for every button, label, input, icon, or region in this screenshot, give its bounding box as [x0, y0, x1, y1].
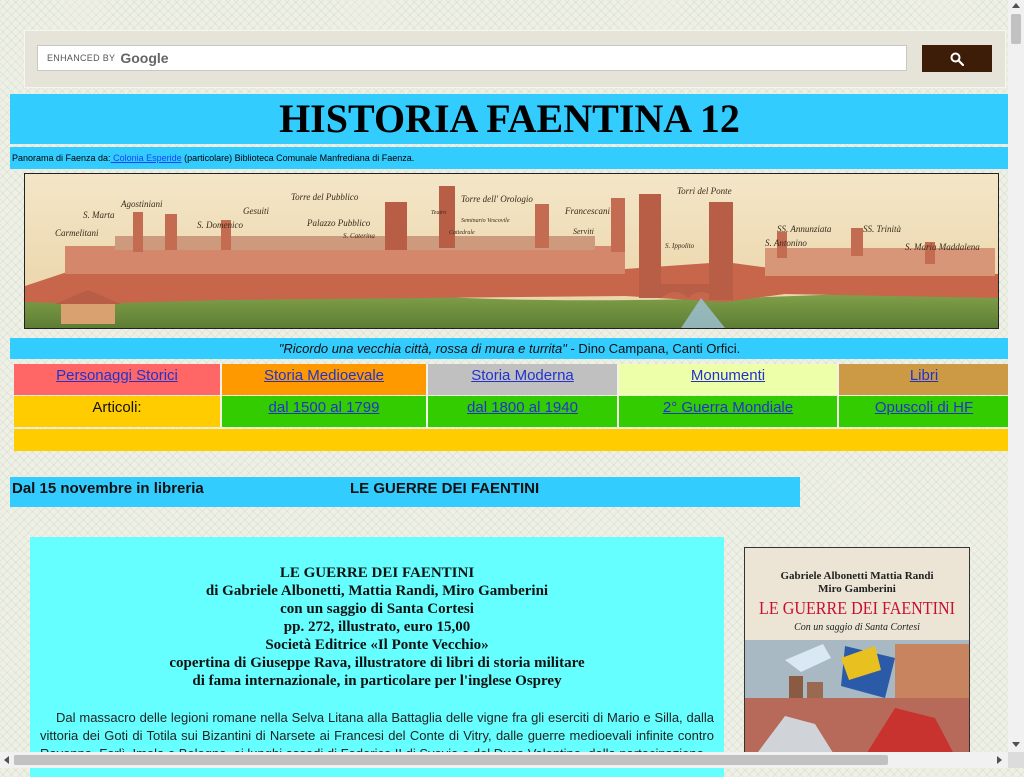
nav-cell-opuscoli — [839, 396, 1009, 427]
scroll-down-icon[interactable] — [1012, 742, 1020, 747]
announcement-date: Dal 15 novembre in libreria — [12, 480, 204, 497]
panorama-label: SS. Annunziata — [777, 224, 832, 234]
book-publisher: Società Editrice «Il Ponte Vecchio» — [265, 637, 489, 653]
announcement-bar — [10, 477, 800, 507]
quote-bar — [10, 338, 1009, 359]
scroll-up-icon[interactable] — [1012, 3, 1020, 8]
search-button[interactable] — [922, 45, 992, 72]
nav-link-personaggi-storici[interactable]: Personaggi Storici — [56, 367, 178, 384]
vertical-scrollbar[interactable] — [1008, 0, 1024, 752]
panorama-label: Seminario Vescovile — [461, 218, 510, 224]
book-essay: con un saggio di Santa Cortesi — [280, 601, 474, 617]
nav-articoli-label: Articoli: — [14, 396, 222, 427]
nav-link-libri[interactable]: Libri — [909, 367, 939, 384]
google-brand-label: Google — [120, 50, 169, 66]
faenza-panorama-illustration — [25, 174, 998, 328]
nav-link-storia-moderna[interactable]: Storia Moderna — [471, 367, 574, 384]
caption-suffix: (particolare) Biblioteca Comunale Manfrediana di Faenza. — [181, 153, 415, 163]
panorama-label: S. Maria Maddalena — [905, 242, 980, 252]
title-bar — [10, 94, 1009, 144]
panorama-label: Torre del Pubblico — [291, 192, 359, 202]
panorama-label: Palazzo Pubblico — [307, 218, 371, 228]
panorama-label: Torri del Ponte — [677, 186, 732, 196]
search-icon — [950, 52, 964, 66]
announcement-title: LE GUERRE DEI FAENTINI — [350, 480, 540, 497]
scroll-left-icon[interactable] — [4, 756, 9, 764]
book-cover-artist-note: di fama internazionale, in particolare per l'inglese Osprey — [192, 673, 562, 689]
book-cover-artist: copertina di Giuseppe Rava, illustratore di libri di storia militare — [169, 655, 585, 671]
book-cover-image — [744, 547, 970, 757]
search-panel — [24, 30, 1006, 88]
search-input[interactable] — [37, 45, 907, 71]
nav-spacer-bar — [14, 429, 1009, 451]
nav-cell-moderna — [428, 364, 619, 395]
cover-subtitle: Con un saggio di Santa Cortesi — [794, 622, 920, 633]
book-authors: di Gabriele Albonetti, Mattia Randi, Miro Gamberini — [205, 583, 549, 599]
enhanced-by-label: ENHANCED BY — [47, 53, 116, 63]
horizontal-scroll-thumb[interactable] — [14, 755, 888, 765]
nav-row-articles — [14, 396, 1009, 427]
nav-cell-libri — [839, 364, 1009, 395]
panorama-label: Teatro — [431, 210, 447, 216]
scroll-right-icon[interactable] — [997, 756, 1002, 764]
cover-authors-line1: Gabriele Albonetti Mattia Randi — [780, 570, 934, 582]
nav-link-1800-1940[interactable]: dal 1800 al 1940 — [467, 399, 578, 416]
panorama-caption — [10, 147, 1009, 169]
scrollbar-corner — [1008, 752, 1024, 768]
panorama-label: Gesuiti — [243, 206, 269, 216]
panorama-label: S. Caterina — [343, 232, 375, 240]
horizontal-scrollbar[interactable] — [0, 752, 1008, 768]
quote-attribution: - Dino Campana, Canti Orfici. — [566, 341, 741, 356]
quote-text: "Ricordo una vecchia città, rossa di mura e turrita" — [278, 341, 567, 356]
nav-cell-1500-1799 — [222, 396, 428, 427]
cover-authors-line2: Miro Gamberini — [818, 583, 896, 595]
panorama-label: S. Domenico — [197, 220, 243, 230]
colonia-esperide-link[interactable]: Colonia Esperide — [110, 153, 182, 163]
book-details — [30, 564, 724, 690]
panorama-image — [24, 173, 999, 329]
nav-row-sections — [14, 364, 1009, 395]
panorama-label: Torre dell' Orologio — [461, 194, 533, 204]
nav-cell-personaggi — [14, 364, 222, 395]
book-pages-price: pp. 272, illustrato, euro 15,00 — [283, 619, 471, 635]
book-info-box — [30, 537, 724, 777]
panorama-label: SS. Trinità — [863, 224, 902, 234]
panorama-label: S. Marta — [83, 210, 115, 220]
page-title: HISTORIA FAENTINA 12 — [279, 96, 740, 141]
panorama-label: S. Ippolito — [665, 242, 695, 250]
book-title: LE GUERRE DEI FAENTINI — [279, 565, 475, 581]
panorama-label: Cattedrale — [449, 230, 475, 236]
nav-link-monumenti[interactable]: Monumenti — [690, 367, 766, 384]
panorama-label: Serviti — [573, 227, 594, 236]
panorama-label: Francescani — [565, 206, 610, 216]
nav-cell-1800-1940 — [428, 396, 619, 427]
panorama-label: Carmelitani — [55, 228, 99, 238]
book-cover-illustration — [745, 548, 969, 756]
nav-cell-medioevale — [222, 364, 428, 395]
nav-cell-monumenti — [619, 364, 839, 395]
cover-title: LE GUERRE DEI FAENTINI — [759, 598, 955, 618]
nav-link-1500-1799[interactable]: dal 1500 al 1799 — [268, 399, 380, 416]
book-description: Dal massacro delle legioni romane nella Selva Litana alla Battaglia delle vigne fra gli eserciti di Mario e Silla, dalla vittoria dei Goti di Totila sui Bizantini di Narsete ai Francesi del Conte di Vitry, dalle guerre medioevali infinite contro — [40, 710, 714, 743]
nav-cell-ww2 — [619, 396, 839, 427]
nav-link-opuscoli-hf[interactable]: Opuscoli di HF — [874, 399, 974, 416]
caption-prefix: Panorama di Faenza da: — [12, 153, 111, 163]
nav-link-seconda-guerra-mondiale[interactable]: 2° Guerra Mondiale — [662, 399, 794, 416]
panorama-label: S. Antonino — [765, 238, 807, 248]
vertical-scroll-thumb[interactable] — [1011, 14, 1021, 44]
nav-link-storia-medioevale[interactable]: Storia Medioevale — [263, 367, 385, 384]
panorama-label: Agostiniani — [121, 199, 163, 209]
